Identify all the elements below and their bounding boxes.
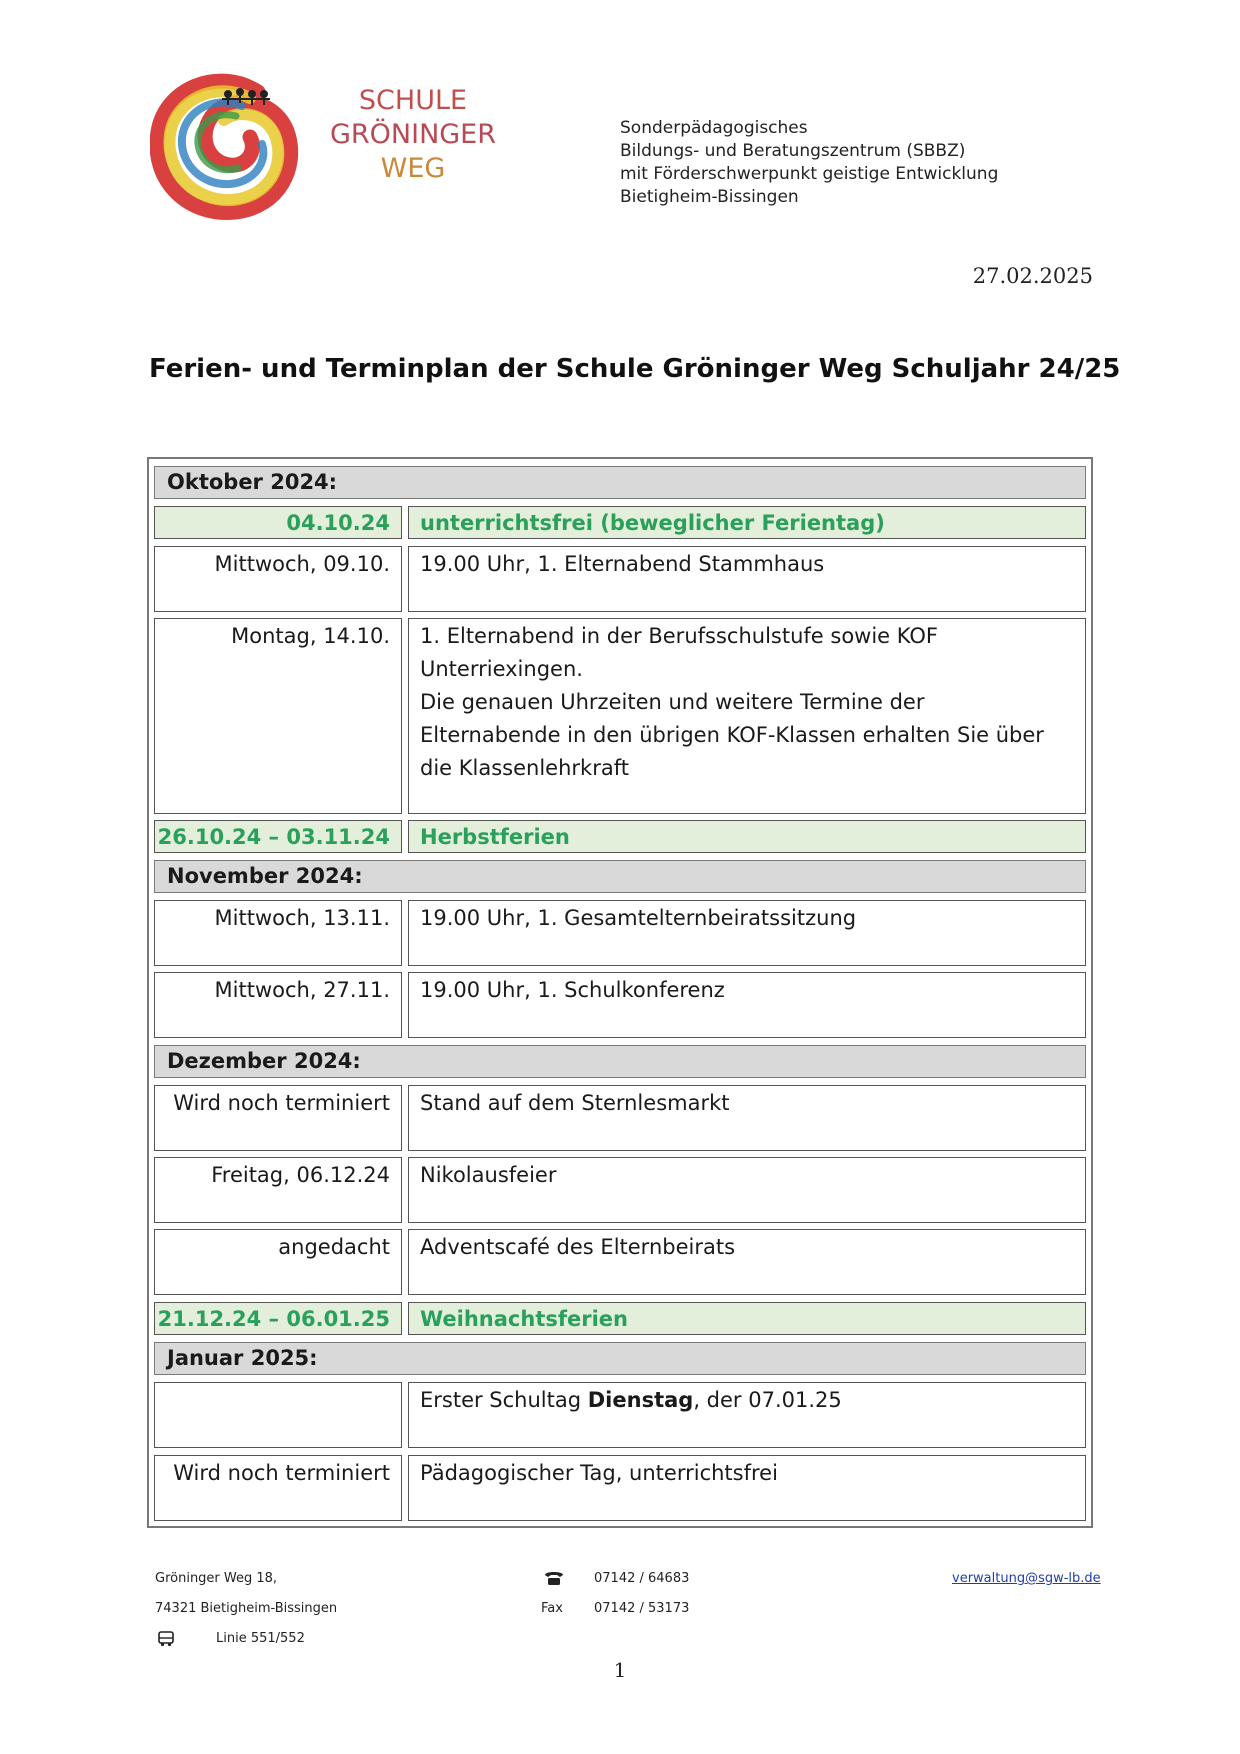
month-header-januar: Januar 2025: (154, 1342, 1086, 1375)
table-row (154, 1229, 1086, 1295)
row-text: 19.00 Uhr, 1. Schulkonferenz (408, 972, 1086, 1038)
page-title: Ferien- und Terminplan der Schule Gröninger Weg Schuljahr 24/25 (149, 354, 1121, 384)
table-row (154, 1085, 1086, 1151)
footer-fax-label: Fax (541, 1601, 563, 1616)
row-text-line: die Klassenlehrkraft (420, 756, 629, 780)
org-description (620, 117, 998, 209)
row-date: Mittwoch, 27.11. (154, 972, 402, 1038)
row-text-post: , der 07.01.25 (693, 1388, 842, 1412)
row-date: Wird noch terminiert (154, 1085, 402, 1151)
phone-icon (543, 1569, 565, 1587)
row-text: Pädagogischer Tag, unterrichtsfrei (408, 1455, 1086, 1521)
row-text: Weihnachtsferien (408, 1302, 1086, 1335)
table-row (154, 1302, 1086, 1335)
footer-fax: 07142 / 53173 (594, 1601, 690, 1616)
page-number: 1 (613, 1658, 627, 1682)
row-text (408, 1382, 1086, 1448)
org-line-3: mit Förderschwerpunkt geistige Entwicklung (620, 164, 999, 184)
month-header-oktober: Oktober 2024: (154, 466, 1086, 499)
row-text: unterrichtsfrei (beweglicher Ferientag) (408, 506, 1086, 539)
row-text-pre: Erster Schultag (420, 1388, 588, 1412)
org-line-4: Bietigheim-Bissingen (620, 187, 799, 207)
row-text-line: Unterriexingen. (420, 657, 583, 681)
table-row (154, 1157, 1086, 1223)
footer-bus-line: Linie 551/552 (216, 1631, 305, 1646)
row-date: 26.10.24 – 03.11.24 (154, 820, 402, 853)
row-date: Mittwoch, 09.10. (154, 546, 402, 612)
org-line-1: Sonderpädagogisches (620, 118, 808, 138)
row-date (154, 1382, 402, 1448)
row-text: Nikolausfeier (408, 1157, 1086, 1223)
footer-street: Gröninger Weg 18, (155, 1571, 278, 1586)
row-text: 19.00 Uhr, 1. Elternabend Stammhaus (408, 546, 1086, 612)
row-text: Stand auf dem Sternlesmarkt (408, 1085, 1086, 1151)
row-date: Mittwoch, 13.11. (154, 900, 402, 966)
row-text-bold: Dienstag (587, 1388, 694, 1412)
email-link[interactable]: verwaltung@sgw-lb.de (952, 1571, 1101, 1586)
table-row (154, 900, 1086, 966)
row-text-line: Elternabende in den übrigen KOF-Klassen erhalten Sie über (420, 723, 1044, 747)
table-row (154, 1382, 1086, 1448)
bus-icon (157, 1630, 175, 1648)
row-text: Herbstferien (408, 820, 1086, 853)
table-row (154, 1455, 1086, 1521)
row-text: 19.00 Uhr, 1. Gesamtelternbeiratssitzung (408, 900, 1086, 966)
school-logo (150, 72, 300, 220)
logo-line-3: WEG (380, 153, 446, 184)
logo-line-2: GRÖNINGER (329, 119, 497, 150)
month-header-november: November 2024: (154, 860, 1086, 893)
row-text: Adventscafé des Elternbeirats (408, 1229, 1086, 1295)
document-date: 27.02.2025 (972, 264, 1093, 288)
row-date: angedacht (154, 1229, 402, 1295)
table-row (154, 972, 1086, 1038)
table-row (154, 546, 1086, 612)
row-date: Wird noch terminiert (154, 1455, 402, 1521)
row-text-line: 1. Elternabend in der Berufsschulstufe sowie KOF (420, 624, 938, 648)
footer-email-wrap (952, 1571, 1101, 1586)
footer-city: 74321 Bietigheim-Bissingen (155, 1601, 338, 1616)
table-row (154, 506, 1086, 539)
row-text (408, 618, 1086, 814)
row-date: 04.10.24 (154, 506, 402, 539)
table-row (154, 618, 1086, 814)
row-date: Montag, 14.10. (154, 618, 402, 814)
table-row (154, 820, 1086, 853)
logo-line-1: SCHULE (358, 85, 468, 116)
footer-phone: 07142 / 64683 (594, 1571, 690, 1586)
org-line-2: Bildungs- und Beratungszentrum (SBBZ) (620, 141, 966, 161)
row-date: Freitag, 06.12.24 (154, 1157, 402, 1223)
row-date: 21.12.24 – 06.01.25 (154, 1302, 402, 1335)
month-header-dezember: Dezember 2024: (154, 1045, 1086, 1078)
logo-wordmark (318, 84, 508, 186)
row-text-line: Die genauen Uhrzeiten und weitere Termine der (420, 690, 925, 714)
